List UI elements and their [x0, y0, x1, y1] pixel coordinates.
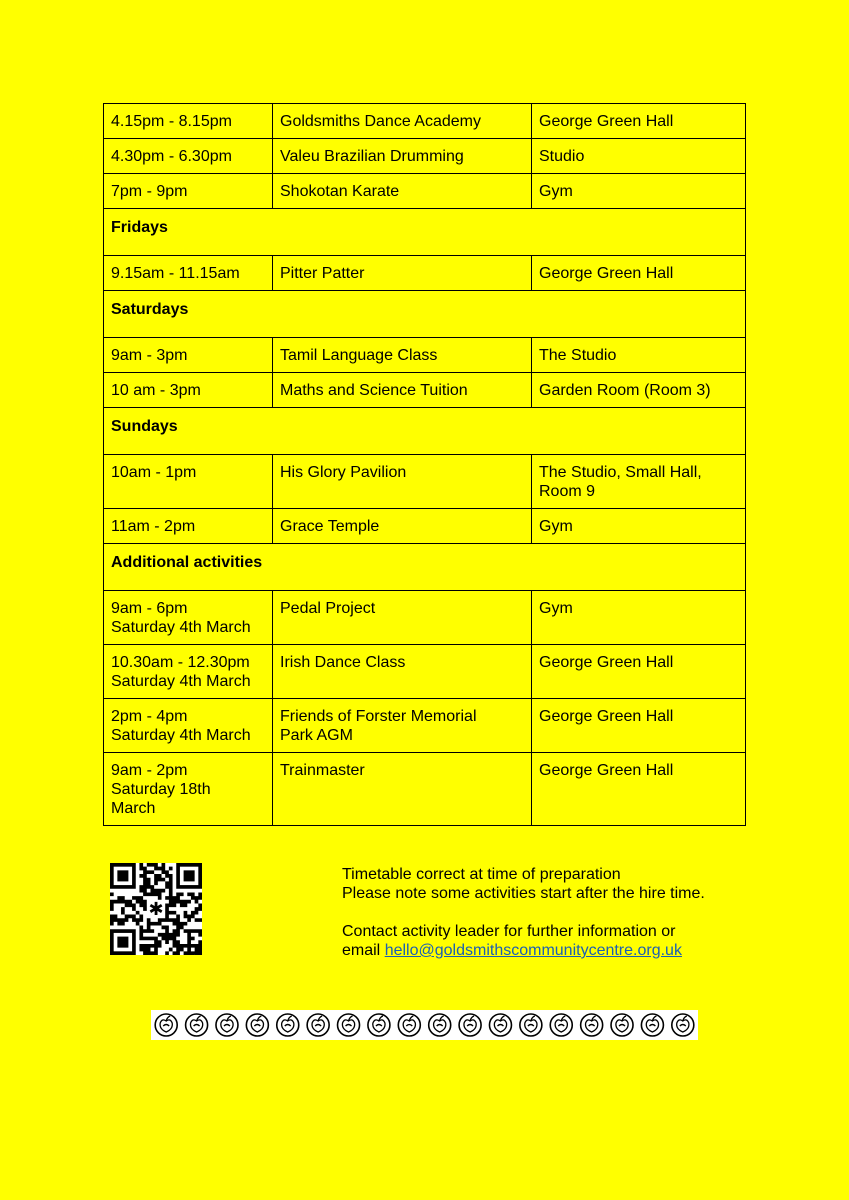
table-row [104, 509, 746, 544]
apple-swirl-icon [611, 1014, 633, 1036]
activity-cell: Friends of Forster Memorial Park AGM [273, 699, 532, 753]
table-row [104, 645, 746, 699]
activity-cell: Trainmaster [273, 753, 532, 826]
time-cell: 10.30am - 12.30pm Saturday 4th March [104, 645, 273, 699]
table-row [104, 455, 746, 509]
time-cell: 4.15pm - 8.15pm [104, 104, 273, 139]
table-row [104, 256, 746, 291]
table-row [104, 373, 746, 408]
activity-cell: Tamil Language Class [273, 338, 532, 373]
section-header-row [104, 291, 746, 338]
notes-block [342, 865, 705, 960]
activity-cell: Pitter Patter [273, 256, 532, 291]
time-cell: 10am - 1pm [104, 455, 273, 509]
section-header: Saturdays [104, 291, 746, 338]
venue-cell: The Studio, Small Hall, Room 9 [532, 455, 746, 509]
activity-cell: Maths and Science Tuition [273, 373, 532, 408]
activity-cell: Grace Temple [273, 509, 532, 544]
venue-cell: Gym [532, 509, 746, 544]
decorative-border [151, 1010, 698, 1040]
apple-swirl-icon [338, 1014, 360, 1036]
apple-swirl-icon [216, 1014, 238, 1036]
section-header: Sundays [104, 408, 746, 455]
apple-swirl-icon [641, 1014, 663, 1036]
apple-swirl-icon [307, 1014, 329, 1036]
venue-cell: George Green Hall [532, 256, 746, 291]
email-link[interactable]: hello@goldsmithscommunitycentre.org.uk [384, 942, 682, 959]
notes-spacer [342, 903, 705, 922]
apple-swirl-icon [550, 1014, 572, 1036]
time-cell: 2pm - 4pm Saturday 4th March [104, 699, 273, 753]
section-header: Additional activities [104, 544, 746, 591]
venue-cell: George Green Hall [532, 753, 746, 826]
table-row [104, 174, 746, 209]
time-cell: 9.15am - 11.15am [104, 256, 273, 291]
note-start-after-hire: Please note some activities start after the hire time. [342, 885, 705, 902]
apple-swirl-icon [581, 1014, 603, 1036]
note-contact: Contact activity leader for further information or [342, 923, 676, 940]
note-email-line [342, 941, 705, 960]
apple-swirl-icon [672, 1014, 694, 1036]
time-cell: 9am - 3pm [104, 338, 273, 373]
activity-cell: Shokotan Karate [273, 174, 532, 209]
apple-swirl-icon [186, 1014, 208, 1036]
time-cell: 7pm - 9pm [104, 174, 273, 209]
time-cell: 10 am - 3pm [104, 373, 273, 408]
activity-cell: Irish Dance Class [273, 645, 532, 699]
venue-cell: The Studio [532, 338, 746, 373]
apple-swirl-icon [277, 1014, 299, 1036]
svg-text:✱: ✱ [148, 899, 164, 920]
apple-swirl-icon [459, 1014, 481, 1036]
activity-cell: His Glory Pavilion [273, 455, 532, 509]
activity-cell: Goldsmiths Dance Academy [273, 104, 532, 139]
qr-code-icon[interactable] [110, 863, 202, 955]
apple-swirl-icon [368, 1014, 390, 1036]
time-cell: 9am - 6pm Saturday 4th March [104, 591, 273, 645]
section-header-row [104, 209, 746, 256]
table-row [104, 753, 746, 826]
table-row [104, 104, 746, 139]
table-row [104, 139, 746, 174]
activity-cell: Valeu Brazilian Drumming [273, 139, 532, 174]
timetable [103, 103, 746, 826]
time-cell: 11am - 2pm [104, 509, 273, 544]
venue-cell: Gym [532, 591, 746, 645]
venue-cell: George Green Hall [532, 645, 746, 699]
venue-cell: Studio [532, 139, 746, 174]
section-header-row [104, 408, 746, 455]
apple-swirl-icon [520, 1014, 542, 1036]
section-header: Fridays [104, 209, 746, 256]
section-header-row [104, 544, 746, 591]
apple-swirl-icon [155, 1014, 177, 1036]
table-row [104, 699, 746, 753]
apple-swirl-icon [429, 1014, 451, 1036]
venue-cell: George Green Hall [532, 104, 746, 139]
timetable-body [104, 104, 746, 826]
activity-cell: Pedal Project [273, 591, 532, 645]
venue-cell: George Green Hall [532, 699, 746, 753]
apple-swirl-icon [489, 1014, 511, 1036]
apple-swirl-icon [398, 1014, 420, 1036]
table-row [104, 591, 746, 645]
venue-cell: Garden Room (Room 3) [532, 373, 746, 408]
venue-cell: Gym [532, 174, 746, 209]
table-row [104, 338, 746, 373]
note-correct-time: Timetable correct at time of preparation [342, 866, 621, 883]
time-cell: 4.30pm - 6.30pm [104, 139, 273, 174]
time-cell: 9am - 2pm Saturday 18th March [104, 753, 273, 826]
apple-swirl-icon [246, 1014, 268, 1036]
email-prefix: email [342, 942, 385, 959]
